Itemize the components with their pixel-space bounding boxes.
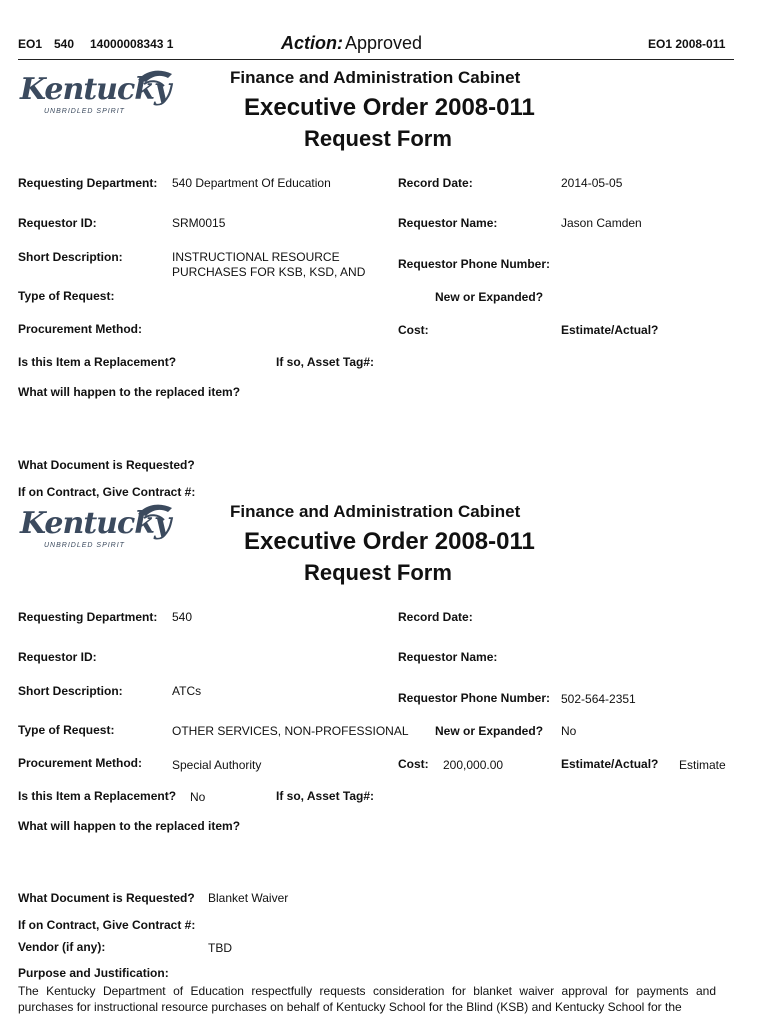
logo-wordmark: Kentucky	[20, 72, 171, 107]
type-of-request-label: Type of Request:	[18, 289, 115, 303]
requestor-id-value: SRM0015	[172, 216, 226, 230]
record-date-value: 2014-05-05	[561, 176, 623, 190]
requesting-department-label: Requesting Department:	[18, 176, 158, 190]
cost-value-2: 200,000.00	[443, 758, 504, 772]
estimate-actual-label-2: Estimate/Actual?	[561, 757, 659, 771]
requestor-name-value: Jason Camden	[561, 216, 642, 230]
replacement-value-2: No	[190, 790, 206, 804]
requestor-name-label: Requestor Name:	[398, 216, 498, 230]
logo-tagline: UNBRIDLED SPIRIT	[44, 542, 125, 549]
header-divider	[18, 59, 734, 60]
asset-tag-label-2: If so, Asset Tag#:	[276, 789, 375, 803]
form-title: Request Form	[304, 126, 452, 151]
kentucky-logo	[18, 66, 178, 118]
logo-wordmark: Kentucky	[20, 506, 171, 541]
header-order-code: EO1 2008-011	[648, 37, 726, 51]
estimate-actual-label: Estimate/Actual?	[561, 323, 659, 337]
short-description-label-2: Short Description:	[18, 684, 123, 698]
procurement-method-label: Procurement Method:	[18, 322, 143, 336]
record-date-label-2: Record Date:	[398, 610, 473, 624]
requestor-id-label-2: Requestor ID:	[18, 650, 97, 664]
requesting-department-value: 540 Department Of Education	[172, 176, 331, 190]
cost-label-2: Cost:	[398, 757, 429, 771]
type-of-request-value-2: OTHER SERVICES, NON-PROFESSIONAL	[172, 724, 409, 738]
replacement-label: Is this Item a Replacement?	[18, 355, 177, 369]
header-number: 14000008343 1	[90, 37, 174, 51]
short-description-line1: INSTRUCTIONAL RESOURCE	[172, 250, 340, 264]
header-dept: 540	[54, 37, 75, 51]
short-description-line2: PURCHASES FOR KSB, KSD, AND	[172, 265, 366, 279]
procurement-method-label-2: Procurement Method:	[18, 756, 143, 770]
short-description-value-2: ATCs	[172, 684, 202, 698]
contract-number-label: If on Contract, Give Contract #:	[18, 485, 196, 499]
action-label: Action:	[281, 33, 343, 53]
cabinet-title: Finance and Administration Cabinet	[230, 68, 521, 87]
replaced-item-label-2: What will happen to the replaced item?	[18, 819, 241, 833]
purpose-label-2: Purpose and Justification:	[18, 966, 169, 980]
asset-tag-label: If so, Asset Tag#:	[276, 355, 375, 369]
requestor-phone-value-2: 502-564-2351	[561, 692, 636, 706]
estimate-actual-value-2: Estimate	[679, 758, 726, 772]
vendor-value-2: TBD	[208, 941, 232, 955]
short-description-label: Short Description:	[18, 250, 123, 264]
kentucky-logo-2	[18, 500, 178, 552]
cost-label: Cost:	[398, 323, 429, 337]
new-or-expanded-label: New or Expanded?	[435, 290, 544, 304]
form-title-2: Request Form	[304, 560, 452, 585]
requestor-phone-label-2: Requestor Phone Number:	[398, 691, 551, 705]
new-or-expanded-label-2: New or Expanded?	[435, 724, 544, 738]
requestor-phone-label: Requestor Phone Number:	[398, 257, 551, 271]
cabinet-title-2: Finance and Administration Cabinet	[230, 502, 521, 521]
logo-tagline: UNBRIDLED SPIRIT	[44, 108, 125, 115]
procurement-method-value-2: Special Authority	[172, 758, 262, 772]
requestor-name-label-2: Requestor Name:	[398, 650, 498, 664]
purpose-text-2: The Kentucky Department of Education respectfully requests consideration for blanket waiver approval for payments and purchases for instructional resource purchases on behalf of Kentucky School for the Blind (KSB) and Kentucky School for the	[18, 984, 716, 1014]
requesting-department-value-2: 540	[172, 610, 193, 624]
header-code: EO1	[18, 37, 43, 51]
new-or-expanded-value-2: No	[561, 724, 577, 738]
replacement-label-2: Is this Item a Replacement?	[18, 789, 177, 803]
document-requested-label-2: What Document is Requested?	[18, 891, 195, 905]
document-requested-label: What Document is Requested?	[18, 458, 195, 472]
requesting-department-label-2: Requesting Department:	[18, 610, 158, 624]
order-title: Executive Order 2008-011	[244, 94, 535, 121]
action-value: Approved	[345, 33, 423, 53]
contract-number-label-2: If on Contract, Give Contract #:	[18, 918, 196, 932]
replaced-item-label: What will happen to the replaced item?	[18, 385, 241, 399]
vendor-label-2: Vendor (if any):	[18, 940, 106, 954]
record-date-label: Record Date:	[398, 176, 473, 190]
requestor-id-label: Requestor ID:	[18, 216, 97, 230]
order-title-2: Executive Order 2008-011	[244, 528, 535, 555]
type-of-request-label-2: Type of Request:	[18, 723, 115, 737]
document-requested-value-2: Blanket Waiver	[208, 891, 289, 905]
